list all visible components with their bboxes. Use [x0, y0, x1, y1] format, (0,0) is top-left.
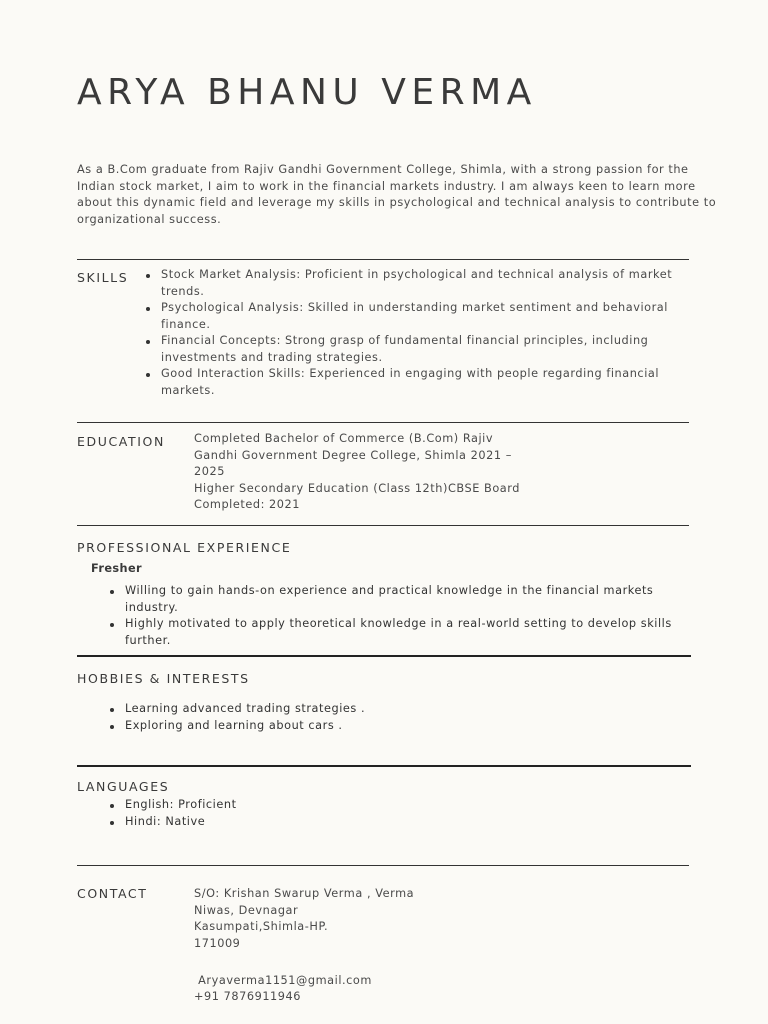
skill-item: Psychological Analysis: Skilled in understanding market sentiment and behavioral finance. — [161, 300, 681, 333]
divider — [77, 422, 689, 423]
education-heading: EDUCATION — [77, 434, 165, 449]
education-line: Higher Secondary Education (Class 12th)CBSE Board — [194, 481, 520, 495]
hobbies-list — [125, 701, 685, 734]
hobbies-heading: HOBBIES & INTERESTS — [77, 671, 250, 686]
experience-list — [125, 583, 703, 649]
hobby-item: Learning advanced trading strategies . — [125, 701, 685, 718]
divider — [77, 259, 689, 260]
languages-list — [125, 797, 685, 830]
divider — [77, 765, 691, 767]
divider — [77, 655, 691, 657]
address-line: Kasumpati,Shimla-HP. — [194, 920, 329, 933]
contact-heading: CONTACT — [77, 886, 148, 901]
contact-email[interactable]: Aryaverma1151@gmail.com — [194, 974, 372, 987]
language-item: English: Proficient — [125, 797, 685, 814]
education-line: Gandhi Government Degree College, Shimla 2021 – — [194, 448, 512, 462]
address-line: 171009 — [194, 936, 241, 950]
language-item: Hindi: Native — [125, 814, 685, 831]
skill-item: Stock Market Analysis: Proficient in psychological and technical analysis of market trends. — [161, 267, 681, 300]
education-line: Completed: 2021 — [194, 498, 301, 511]
profile-summary: As a B.Com graduate from Rajiv Gandhi Government College, Shimla, with a strong passion for the Indian stock market, I aim to work in the financial markets industry. I am always keen to learn more about this dynamic field and leverage my skills in psychological and technical analysis to contribute to organizational success. — [77, 163, 717, 226]
languages-heading: LANGUAGES — [77, 779, 170, 794]
experience-role: Fresher — [91, 562, 143, 575]
divider — [77, 865, 689, 866]
address-line: S/O: Krishan Swarup Verma , Verma — [194, 887, 415, 900]
skills-list — [161, 267, 681, 399]
contact-phone[interactable]: +91 7876911946 — [194, 990, 302, 1003]
experience-item: Highly motivated to apply theoretical knowledge in a real-world setting to develop skills further. — [125, 616, 703, 649]
experience-item: Willing to gain hands-on experience and practical knowledge in the financial markets industry. — [125, 583, 703, 616]
skills-heading: SKILLS — [77, 270, 129, 285]
education-details — [194, 431, 554, 514]
hobby-item: Exploring and learning about cars . — [125, 718, 685, 735]
contact-address — [194, 886, 554, 952]
education-line: 2025 — [194, 465, 225, 478]
skill-item: Good Interaction Skills: Experienced in engaging with people regarding financial markets. — [161, 366, 681, 399]
experience-heading: PROFESSIONAL EXPERIENCE — [77, 540, 292, 555]
skill-item: Financial Concepts: Strong grasp of fundamental financial principles, including investments and trading strategies. — [161, 333, 681, 366]
education-line: Completed Bachelor of Commerce (B.Com) Rajiv — [194, 432, 494, 445]
candidate-name: ARYA BHANU VERMA — [77, 72, 537, 113]
address-line: Niwas, Devnagar — [194, 903, 299, 917]
divider — [77, 525, 689, 526]
